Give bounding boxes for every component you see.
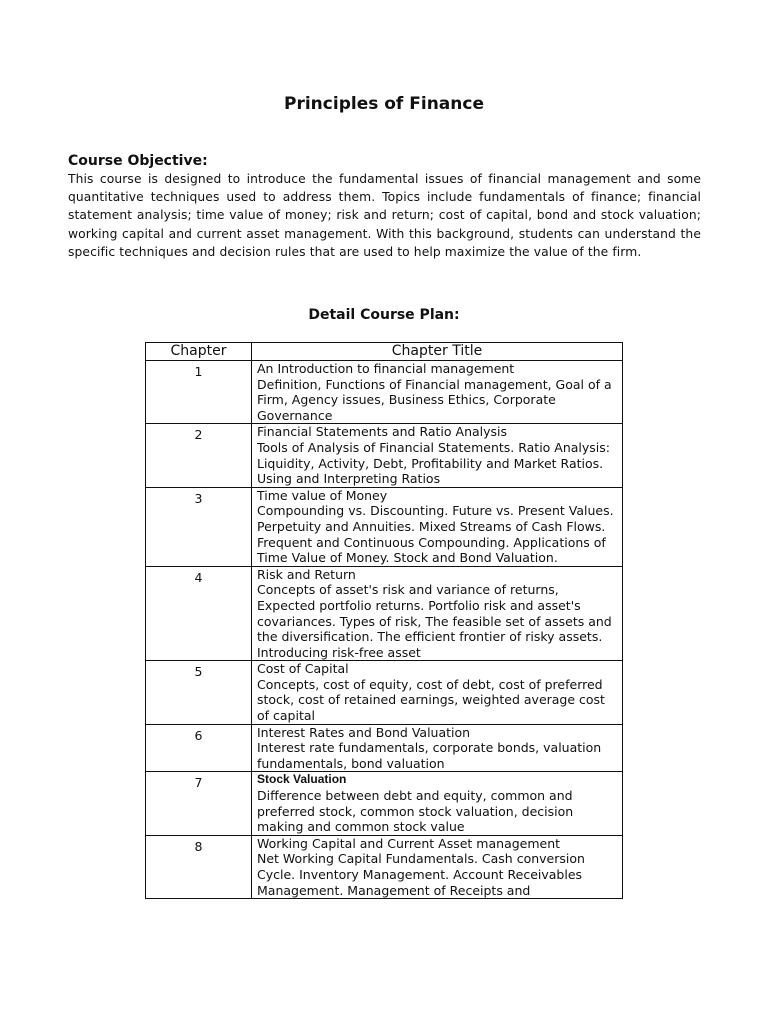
chapter-title: Interest Rates and Bond Valuation bbox=[257, 724, 471, 740]
chapter-title: Time value of Money bbox=[257, 487, 388, 503]
chapter-number: 3 bbox=[146, 487, 252, 566]
table-row bbox=[146, 566, 623, 661]
table-row bbox=[146, 772, 623, 835]
course-plan-table bbox=[145, 342, 623, 899]
chapter-title: An Introduction to financial management bbox=[257, 361, 515, 376]
chapter-title: Risk and Return bbox=[257, 566, 356, 582]
chapter-topics: Net Working Capital Fundamentals. Cash conversion Cycle. Inventory Management. Account Receivables Management. Management of Receipts and bbox=[257, 851, 585, 898]
chapter-description bbox=[252, 835, 623, 898]
table-row bbox=[146, 424, 623, 487]
chapter-description bbox=[252, 361, 623, 424]
chapter-topics: Concepts, cost of equity, cost of debt, cost of preferred stock, cost of retained earnings, weighted average cost of capital bbox=[257, 676, 605, 724]
chapter-number: 1 bbox=[146, 361, 252, 424]
chapter-title-column-header: Chapter Title bbox=[252, 343, 623, 361]
chapter-description bbox=[252, 772, 623, 835]
chapter-description bbox=[252, 724, 623, 772]
chapter-number: 8 bbox=[146, 835, 252, 898]
chapter-topics: Concepts of asset's risk and variance of returns, Expected portfolio returns. Portfolio risk and asset's covariances. Types of risk, The feasible set of assets and the diversification. The efficient frontier of risky assets. Introducing risk-free asset bbox=[257, 582, 612, 660]
table-row bbox=[146, 724, 623, 772]
chapter-number: 5 bbox=[146, 661, 252, 724]
chapter-title: Financial Statements and Ratio Analysis bbox=[257, 424, 508, 440]
chapter-title: Stock Valuation bbox=[257, 772, 347, 787]
table-row bbox=[146, 361, 623, 424]
chapter-number: 4 bbox=[146, 566, 252, 661]
chapter-topics: Tools of Analysis of Financial Statements. Ratio Analysis: Liquidity, Activity, Debt, Profitability and Market Ratios. Using and Interpreting Ratios bbox=[257, 439, 611, 487]
chapter-description bbox=[252, 487, 623, 566]
course-objective-text: This course is designed to introduce the fundamental issues of financial management and some quantitative techniques used to address them. Topics include fundamentals of finance; financial statement analysis; time value of money; risk and return; cost of capital, bond and stock valuation; working capital and current asset management. With this background, students can understand the specific techniques and decision rules that are used to help maximize the value of the firm. bbox=[68, 172, 701, 259]
chapter-number: 7 bbox=[146, 772, 252, 835]
page-title: Principles of Finance bbox=[284, 94, 484, 114]
chapter-topics: Compounding vs. Discounting. Future vs. Present Values. Perpetuity and Annuities. Mixed Streams of Cash Flows. Frequent and Continuous Compounding. Applications of Time Value of Money. Stock and Bond Valuation. bbox=[257, 503, 614, 566]
table-row bbox=[146, 835, 623, 898]
chapter-title: Cost of Capital bbox=[257, 661, 349, 677]
course-plan-heading: Detail Course Plan: bbox=[308, 307, 460, 323]
chapter-title: Working Capital and Current Asset management bbox=[257, 835, 561, 851]
chapter-description bbox=[252, 566, 623, 661]
chapter-description bbox=[252, 661, 623, 724]
chapter-topics: Definition, Functions of Financial management, Goal of a Firm, Agency issues, Business Ethics, Corporate Governance bbox=[257, 376, 612, 423]
chapter-description bbox=[252, 424, 623, 487]
chapter-topics: Interest rate fundamentals, corporate bonds, valuation fundamentals, bond valuation bbox=[257, 740, 602, 771]
table-header-row bbox=[146, 343, 623, 361]
chapter-column-header: Chapter bbox=[146, 343, 252, 361]
chapter-topics: Difference between debt and equity, common and preferred stock, common stock valuation, decision making and common stock value bbox=[257, 788, 574, 835]
table-row bbox=[146, 661, 623, 724]
course-objective-heading: Course Objective: bbox=[68, 153, 208, 169]
chapter-number: 2 bbox=[146, 424, 252, 487]
chapter-number: 6 bbox=[146, 724, 252, 772]
table-row bbox=[146, 487, 623, 566]
